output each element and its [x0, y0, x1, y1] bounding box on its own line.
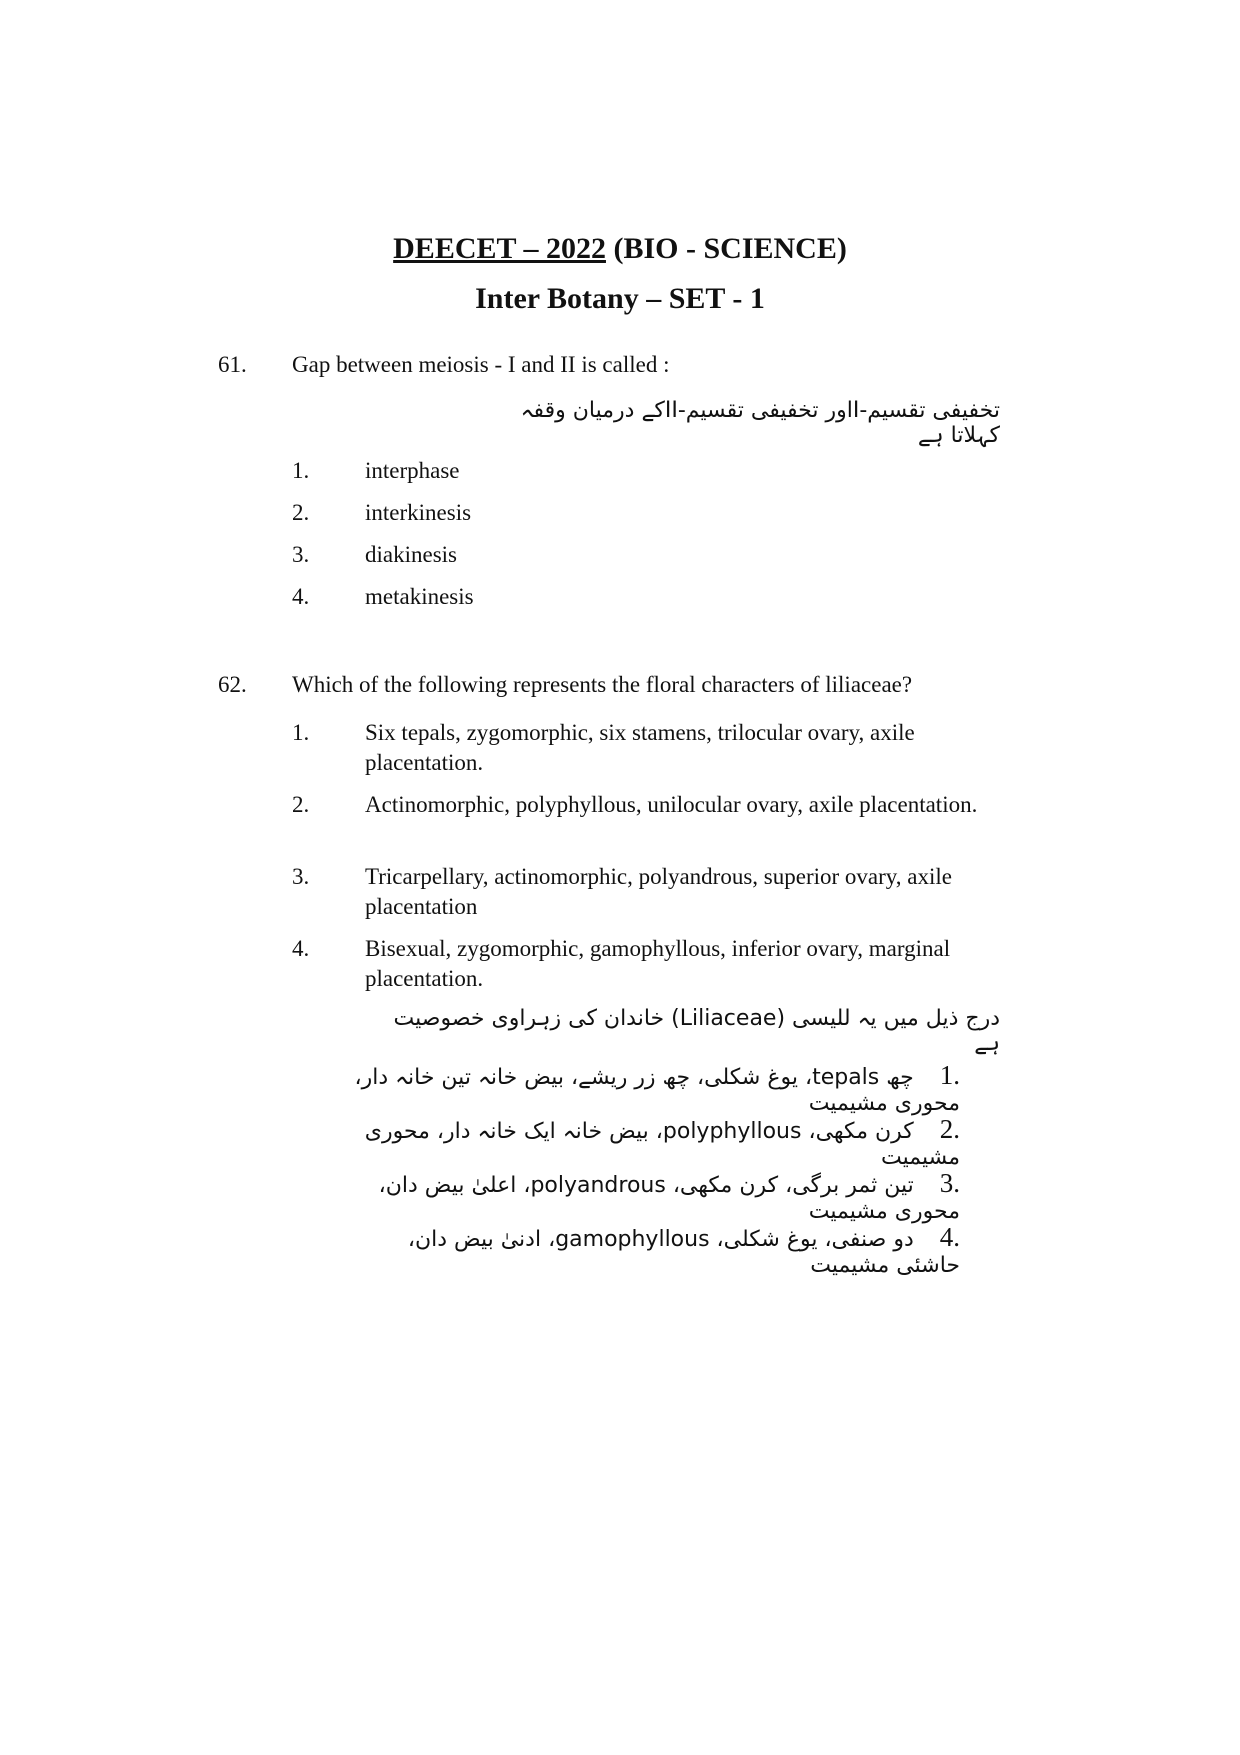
urdu-option-text: چھ tepals، یوغ شکلی، چھ زر ریشے، بیض خانہ تین خانہ دار، محوری مشیمیت [354, 1065, 960, 1116]
urdu-option-2 [340, 1114, 960, 1170]
urdu-option-number: .4 [939, 1222, 960, 1252]
question-number: 62. [218, 672, 247, 697]
option-number: 2. [292, 792, 310, 817]
urdu-option-number: .1 [939, 1060, 960, 1090]
option-text: Six tepals, zygomorphic, six stamens, trilocular ovary, axile placentation. [365, 720, 915, 775]
option-number: 4. [292, 584, 310, 609]
option-text: interphase [365, 458, 460, 483]
urdu-option-text: دو صنفی، یوغ شکلی، gamophyllous، ادنیٰ بیض دان، حاشئی مشیمیت [407, 1227, 960, 1278]
urdu-option-number: .2 [939, 1114, 960, 1144]
option-number: 4. [292, 936, 310, 961]
page-title [0, 232, 1240, 266]
option-text: diakinesis [365, 542, 457, 567]
question-text: Gap between meiosis - I and II is called : [292, 352, 670, 377]
option-text: interkinesis [365, 500, 472, 525]
urdu-option-number: .3 [939, 1168, 960, 1198]
option-number: 1. [292, 458, 310, 483]
exam-subject: (BIO - SCIENCE) [605, 232, 847, 265]
option-number: 1. [292, 720, 310, 745]
option-text: Tricarpellary, actinomorphic, polyandrous, superior ovary, axile placentation [365, 864, 952, 919]
urdu-option-4 [340, 1222, 960, 1278]
urdu-option-text: کرن مکھی، polyphyllous، بیض خانہ ایک خانہ دار، محوری مشیمیت [364, 1119, 960, 1170]
option-number: 2. [292, 500, 310, 525]
question-text: Which of the following represents the floral characters of liliaceae? [292, 672, 913, 697]
option-text: Actinomorphic, polyphyllous, unilocular ovary, axile placentation. [365, 792, 978, 817]
question-urdu-text: درج ذیل میں یہ للیسی (Liliaceae) خاندان کی زہراوی خصوصیت ہے [393, 1006, 1000, 1056]
urdu-option-3 [320, 1168, 960, 1224]
option-number: 3. [292, 864, 310, 889]
question-urdu-text: تخفیفی تقسیم-Iاور تخفیفی تقسیم-IIکے درمیان وقفہ کہلاتا ہے [520, 398, 1000, 448]
option-text: Bisexual, zygomorphic, gamophyllous, inferior ovary, marginal placentation. [365, 936, 951, 991]
exam-name: DEECET – 2022 [393, 232, 606, 265]
option-text: metakinesis [365, 584, 474, 609]
option-number: 3. [292, 542, 310, 567]
urdu-option-1 [340, 1060, 960, 1116]
page-subtitle: Inter Botany – SET - 1 [475, 282, 765, 315]
question-number: 61. [218, 352, 247, 377]
urdu-option-text: تین ثمر برگی، کرن مکھی، polyandrous، اعلیٰ بیض دان، محوری مشیمیت [378, 1173, 960, 1224]
